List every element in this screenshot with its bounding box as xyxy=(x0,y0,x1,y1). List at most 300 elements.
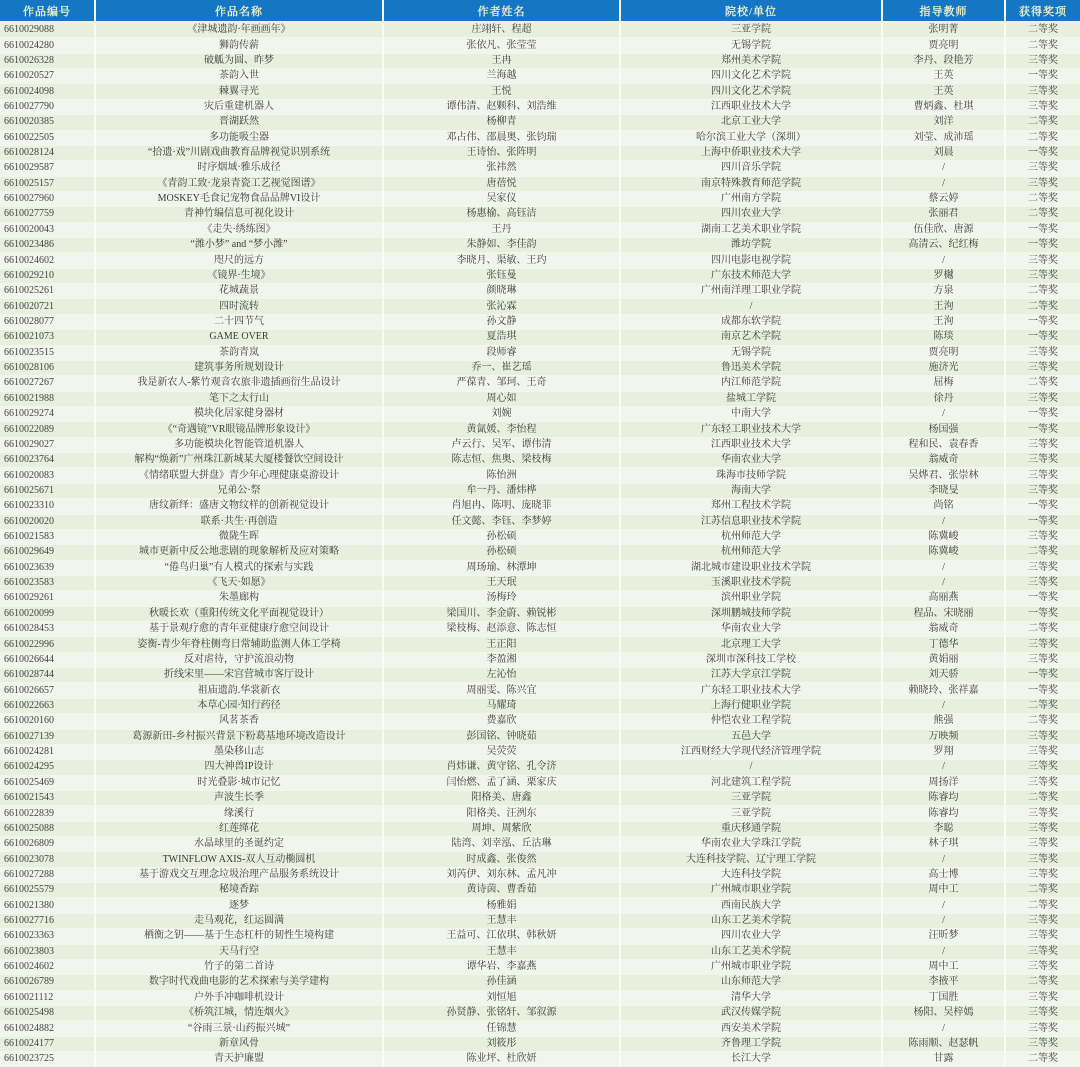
institution-cell: 山东工艺美术学院 xyxy=(620,913,882,928)
col-header-work-id: 作品编号 xyxy=(0,0,95,22)
work-id-cell: 6610022089 xyxy=(0,422,95,437)
award-cell: 二等奖 xyxy=(1005,299,1080,314)
work-id-cell: 6610029088 xyxy=(0,22,95,38)
work-id-cell: 6610021988 xyxy=(0,391,95,406)
table-row xyxy=(0,253,1080,268)
institution-cell: 上海中侨职业技术大学 xyxy=(620,145,882,160)
authors-cell: 夏浩琪 xyxy=(383,330,620,345)
advisor-cell: 贾亮明 xyxy=(882,38,1005,53)
work-id-cell: 6610023639 xyxy=(0,560,95,575)
work-id-cell: 6610024882 xyxy=(0,1021,95,1036)
work-id-cell: 6610029649 xyxy=(0,545,95,560)
table-row xyxy=(0,959,1080,974)
work-id-cell: 6610020020 xyxy=(0,514,95,529)
institution-cell: 四川农业大学 xyxy=(620,207,882,222)
work-title-cell: 《“奇遇镜”VR眼镜品牌形象设计》 xyxy=(95,422,383,437)
work-id-cell: 6610026657 xyxy=(0,683,95,698)
work-title-cell: MOSKEY毛食记宠物食品品牌VI设计 xyxy=(95,191,383,206)
institution-cell: 深圳鹏城技师学院 xyxy=(620,606,882,621)
work-title-cell: 葛源新田-乡村振兴背景下粉葛基地环境改造设计 xyxy=(95,729,383,744)
award-cell: 三等奖 xyxy=(1005,775,1080,790)
award-cell: 三等奖 xyxy=(1005,744,1080,759)
institution-cell: 郑州工程技术学院 xyxy=(620,499,882,514)
institution-cell: 山东师范大学 xyxy=(620,975,882,990)
work-id-cell: 6610027288 xyxy=(0,867,95,882)
authors-cell: 王天珉 xyxy=(383,575,620,590)
authors-cell: 王冉 xyxy=(383,53,620,68)
work-id-cell: 6610027139 xyxy=(0,729,95,744)
institution-cell: 华南农业大学 xyxy=(620,453,882,468)
authors-cell: 谭伟清、赵颗科、刘浩维 xyxy=(383,99,620,114)
award-cell: 一等奖 xyxy=(1005,514,1080,529)
institution-cell: 河北建筑工程学院 xyxy=(620,775,882,790)
table-row xyxy=(0,453,1080,468)
institution-cell: 武汉传媒学院 xyxy=(620,1006,882,1021)
table-row xyxy=(0,330,1080,345)
authors-cell: 杨柳青 xyxy=(383,115,620,130)
award-cell: 一等奖 xyxy=(1005,499,1080,514)
advisor-cell: 万映频 xyxy=(882,729,1005,744)
table-row xyxy=(0,837,1080,852)
work-id-cell: 6610023583 xyxy=(0,575,95,590)
header-row xyxy=(0,0,1080,22)
authors-cell: 肖旭冉、陈明、庞晓菲 xyxy=(383,499,620,514)
table-row xyxy=(0,222,1080,237)
table-row xyxy=(0,115,1080,130)
authors-cell: 唐蓓悦 xyxy=(383,176,620,191)
work-title-cell: 姿衡-青少年脊柱侧弯日常辅助监测人体工学椅 xyxy=(95,637,383,652)
advisor-cell: 李晓旻 xyxy=(882,483,1005,498)
table-row xyxy=(0,622,1080,637)
work-id-cell: 6610029587 xyxy=(0,161,95,176)
awards-table-header xyxy=(0,0,1080,22)
authors-cell: 李晓月、渠敏、王玓 xyxy=(383,253,620,268)
authors-cell: 卢云行、吴军、谭伟清 xyxy=(383,437,620,452)
advisor-cell: 罗翔 xyxy=(882,744,1005,759)
award-cell: 三等奖 xyxy=(1005,821,1080,836)
table-row xyxy=(0,529,1080,544)
table-row xyxy=(0,729,1080,744)
institution-cell: 西安美术学院 xyxy=(620,1021,882,1036)
institution-cell: 广东轻工职业技术大学 xyxy=(620,683,882,698)
authors-cell: 张依凡、张莹莹 xyxy=(383,38,620,53)
advisor-cell: / xyxy=(882,253,1005,268)
institution-cell: 内江师范学院 xyxy=(620,376,882,391)
authors-cell: 王正阳 xyxy=(383,637,620,652)
authors-cell: 汤梅玲 xyxy=(383,591,620,606)
advisor-cell: 张明菁 xyxy=(882,22,1005,38)
advisor-cell: 高丽燕 xyxy=(882,591,1005,606)
work-title-cell: “谷雨三景·山药振兴城” xyxy=(95,1021,383,1036)
advisor-cell: 汪昕梦 xyxy=(882,929,1005,944)
work-title-cell: 《桥筑江城，情连烟火》 xyxy=(95,1006,383,1021)
table-row xyxy=(0,360,1080,375)
table-row xyxy=(0,714,1080,729)
authors-cell: 周丽雯、陈兴宜 xyxy=(383,683,620,698)
table-row xyxy=(0,575,1080,590)
work-title-cell: 新章风骨 xyxy=(95,1036,383,1051)
work-id-cell: 6610024602 xyxy=(0,959,95,974)
work-id-cell: 6610028453 xyxy=(0,622,95,637)
advisor-cell: 刘洋 xyxy=(882,115,1005,130)
work-id-cell: 6610028744 xyxy=(0,668,95,683)
table-row xyxy=(0,560,1080,575)
advisor-cell: 罗樾 xyxy=(882,268,1005,283)
advisor-cell: 陈雨顺、赵瑟帆 xyxy=(882,1036,1005,1051)
authors-cell: 周心如 xyxy=(383,391,620,406)
work-title-cell: 破觚为圆、昨梦 xyxy=(95,53,383,68)
advisor-cell: / xyxy=(882,913,1005,928)
award-cell: 三等奖 xyxy=(1005,437,1080,452)
authors-cell: 孙松硕 xyxy=(383,545,620,560)
advisor-cell: 屈梅 xyxy=(882,376,1005,391)
institution-cell: 华南农业大学 xyxy=(620,622,882,637)
advisor-cell: 伍佳欣、唐源 xyxy=(882,222,1005,237)
table-row xyxy=(0,652,1080,667)
work-title-cell: 竹子的第二首诗 xyxy=(95,959,383,974)
award-cell: 三等奖 xyxy=(1005,453,1080,468)
work-title-cell: 祖庙遗韵.华裳新衣 xyxy=(95,683,383,698)
award-cell: 一等奖 xyxy=(1005,422,1080,437)
award-cell: 三等奖 xyxy=(1005,637,1080,652)
institution-cell: 深圳市深科技工学校 xyxy=(620,652,882,667)
table-row xyxy=(0,38,1080,53)
work-id-cell: 6610029261 xyxy=(0,591,95,606)
work-title-cell: 墨染移山志 xyxy=(95,744,383,759)
table-row xyxy=(0,591,1080,606)
authors-cell: 孙贤静、张铭轩、邹叙源 xyxy=(383,1006,620,1021)
authors-cell: 黄诗茵、曹香茹 xyxy=(383,883,620,898)
work-id-cell: 6610023486 xyxy=(0,238,95,253)
table-row xyxy=(0,821,1080,836)
table-row xyxy=(0,499,1080,514)
award-cell: 三等奖 xyxy=(1005,468,1080,483)
advisor-cell: 黄娟丽 xyxy=(882,652,1005,667)
award-cell: 二等奖 xyxy=(1005,975,1080,990)
table-row xyxy=(0,207,1080,222)
advisor-cell: 翁威奇 xyxy=(882,622,1005,637)
advisor-cell: 贾亮明 xyxy=(882,345,1005,360)
table-row xyxy=(0,883,1080,898)
advisor-cell: 翁威奇 xyxy=(882,453,1005,468)
advisor-cell: / xyxy=(882,560,1005,575)
work-id-cell: 6610025088 xyxy=(0,821,95,836)
work-id-cell: 6610021583 xyxy=(0,529,95,544)
work-id-cell: 6610029027 xyxy=(0,437,95,452)
award-cell: 三等奖 xyxy=(1005,345,1080,360)
work-title-cell: “潍小梦” and “梦小潍” xyxy=(95,238,383,253)
advisor-cell: 张丽君 xyxy=(882,207,1005,222)
institution-cell: 长江大学 xyxy=(620,1052,882,1067)
work-id-cell: 6610020527 xyxy=(0,69,95,84)
award-cell: 三等奖 xyxy=(1005,837,1080,852)
work-id-cell: 6610025579 xyxy=(0,883,95,898)
award-cell: 二等奖 xyxy=(1005,115,1080,130)
work-title-cell: 折线宋里——宋宫营城市客厅设计 xyxy=(95,668,383,683)
table-row xyxy=(0,22,1080,38)
authors-cell: 朱静如、李佳韵 xyxy=(383,238,620,253)
award-cell: 一等奖 xyxy=(1005,145,1080,160)
authors-cell: 乔一、崔艺瑶 xyxy=(383,360,620,375)
advisor-cell: 李聪 xyxy=(882,821,1005,836)
award-cell: 一等奖 xyxy=(1005,330,1080,345)
work-title-cell: 青天护廉盟 xyxy=(95,1052,383,1067)
award-cell: 二等奖 xyxy=(1005,376,1080,391)
work-title-cell: 《走失·绣练图》 xyxy=(95,222,383,237)
award-cell: 三等奖 xyxy=(1005,1021,1080,1036)
award-cell: 三等奖 xyxy=(1005,929,1080,944)
advisor-cell: 周中工 xyxy=(882,883,1005,898)
table-row xyxy=(0,637,1080,652)
advisor-cell: 徐丹 xyxy=(882,391,1005,406)
institution-cell: 南京艺术学院 xyxy=(620,330,882,345)
work-title-cell: 四时流转 xyxy=(95,299,383,314)
work-title-cell: 红莲缂花 xyxy=(95,821,383,836)
work-title-cell: 缘溪行 xyxy=(95,806,383,821)
table-row xyxy=(0,376,1080,391)
advisor-cell: 方泉 xyxy=(882,284,1005,299)
institution-cell: 江苏大学京江学院 xyxy=(620,668,882,683)
authors-cell: 王丹 xyxy=(383,222,620,237)
col-header-work-title: 作品名称 xyxy=(95,0,383,22)
work-title-cell: 水晶球里的圣诞约定 xyxy=(95,837,383,852)
work-id-cell: 6610020083 xyxy=(0,468,95,483)
award-cell: 一等奖 xyxy=(1005,683,1080,698)
award-cell: 二等奖 xyxy=(1005,883,1080,898)
authors-cell: 孙松硕 xyxy=(383,529,620,544)
authors-cell: 周玚瑜、林潭坤 xyxy=(383,560,620,575)
advisor-cell: 陈睿均 xyxy=(882,790,1005,805)
advisor-cell: / xyxy=(882,898,1005,913)
award-cell: 一等奖 xyxy=(1005,606,1080,621)
work-title-cell: 我是新农人-紫竹观音农旅非遗插画衍生品设计 xyxy=(95,376,383,391)
advisor-cell: 周中工 xyxy=(882,959,1005,974)
authors-cell: 王慧丰 xyxy=(383,913,620,928)
advisor-cell: 蔡云婷 xyxy=(882,191,1005,206)
work-title-cell: 微陇生晖 xyxy=(95,529,383,544)
table-row xyxy=(0,1006,1080,1021)
work-title-cell: TWINFLOW AXIS-双人互动椭圆机 xyxy=(95,852,383,867)
col-header-authors: 作者姓名 xyxy=(383,0,620,22)
table-row xyxy=(0,69,1080,84)
award-cell: 一等奖 xyxy=(1005,406,1080,421)
institution-cell: 清华大学 xyxy=(620,990,882,1005)
work-id-cell: 6610026809 xyxy=(0,837,95,852)
advisor-cell: 赖晓玲、张祥嘉 xyxy=(882,683,1005,698)
work-title-cell: 秘境香踪 xyxy=(95,883,383,898)
advisor-cell: / xyxy=(882,176,1005,191)
advisor-cell: 甘露 xyxy=(882,1052,1005,1067)
table-row xyxy=(0,145,1080,160)
col-header-institution: 院校/单位 xyxy=(620,0,882,22)
table-row xyxy=(0,284,1080,299)
authors-cell: 刘筱彤 xyxy=(383,1036,620,1051)
col-header-award: 获得奖项 xyxy=(1005,0,1080,22)
institution-cell: 上海行健职业学院 xyxy=(620,698,882,713)
table-row xyxy=(0,422,1080,437)
institution-cell: 玉溪职业技术学院 xyxy=(620,575,882,590)
advisor-cell: 陈琰 xyxy=(882,330,1005,345)
authors-cell: 孙文静 xyxy=(383,314,620,329)
work-title-cell: 茶韵青岚 xyxy=(95,345,383,360)
award-cell: 三等奖 xyxy=(1005,560,1080,575)
work-title-cell: 风茗茶香 xyxy=(95,714,383,729)
advisor-cell: / xyxy=(882,852,1005,867)
work-id-cell: 6610020385 xyxy=(0,115,95,130)
advisor-cell: / xyxy=(882,760,1005,775)
institution-cell: 南京特殊教育师范学院 xyxy=(620,176,882,191)
advisor-cell: / xyxy=(882,1021,1005,1036)
work-id-cell: 6610023803 xyxy=(0,944,95,959)
work-title-cell: “倦鸟归巢”有人模式的探索与实践 xyxy=(95,560,383,575)
institution-cell: 杭州师范大学 xyxy=(620,545,882,560)
work-id-cell: 6610021112 xyxy=(0,990,95,1005)
award-cell: 三等奖 xyxy=(1005,652,1080,667)
table-row xyxy=(0,698,1080,713)
award-cell: 一等奖 xyxy=(1005,238,1080,253)
authors-cell: 杨惠榆、高钰洁 xyxy=(383,207,620,222)
authors-cell: 陆湾、刘幸泓、丘沽琳 xyxy=(383,837,620,852)
table-row xyxy=(0,483,1080,498)
work-id-cell: 6610023725 xyxy=(0,1052,95,1067)
table-row xyxy=(0,867,1080,882)
advisor-cell: 吴烨君、张崇林 xyxy=(882,468,1005,483)
table-row xyxy=(0,99,1080,114)
advisor-cell: 施济光 xyxy=(882,360,1005,375)
authors-cell: 庄翊轩、程超 xyxy=(383,22,620,38)
award-cell: 三等奖 xyxy=(1005,391,1080,406)
authors-cell: 孙佳涵 xyxy=(383,975,620,990)
work-title-cell: 户外手冲咖啡机设计 xyxy=(95,990,383,1005)
institution-cell: 三亚学院 xyxy=(620,22,882,38)
award-cell: 三等奖 xyxy=(1005,253,1080,268)
work-title-cell: 棘翼寻光 xyxy=(95,84,383,99)
work-title-cell: 天马行空 xyxy=(95,944,383,959)
institution-cell: 无锡学院 xyxy=(620,38,882,53)
work-id-cell: 6610025671 xyxy=(0,483,95,498)
work-id-cell: 6610021380 xyxy=(0,898,95,913)
work-title-cell: 灾后重建机器人 xyxy=(95,99,383,114)
table-row xyxy=(0,744,1080,759)
institution-cell: 鲁迅美术学院 xyxy=(620,360,882,375)
table-row xyxy=(0,545,1080,560)
advisor-cell: / xyxy=(882,161,1005,176)
work-title-cell: 声波生长季 xyxy=(95,790,383,805)
award-cell: 三等奖 xyxy=(1005,729,1080,744)
work-title-cell: 秋暖长欢（重阳传统文化平面视觉设计） xyxy=(95,606,383,621)
table-row xyxy=(0,606,1080,621)
work-title-cell: 二十四节气 xyxy=(95,314,383,329)
award-cell: 三等奖 xyxy=(1005,990,1080,1005)
institution-cell: 四川音乐学院 xyxy=(620,161,882,176)
institution-cell: 北京理工大学 xyxy=(620,637,882,652)
award-cell: 三等奖 xyxy=(1005,1036,1080,1051)
advisor-cell: 王英 xyxy=(882,84,1005,99)
advisor-cell: 李丹、段艳芳 xyxy=(882,53,1005,68)
table-row xyxy=(0,1021,1080,1036)
authors-cell: 严葆青、邹珂、王奇 xyxy=(383,376,620,391)
advisor-cell: 丁国胜 xyxy=(882,990,1005,1005)
work-id-cell: 6610027267 xyxy=(0,376,95,391)
work-id-cell: 6610022505 xyxy=(0,130,95,145)
institution-cell: 中南大学 xyxy=(620,406,882,421)
authors-cell: 梁枝梅、赵添意、陈志恒 xyxy=(383,622,620,637)
work-id-cell: 6610022839 xyxy=(0,806,95,821)
award-cell: 二等奖 xyxy=(1005,545,1080,560)
institution-cell: 广州城市职业学院 xyxy=(620,959,882,974)
advisor-cell: 程和民、袁春香 xyxy=(882,437,1005,452)
work-id-cell: 6610025157 xyxy=(0,176,95,191)
authors-cell: 段师睿 xyxy=(383,345,620,360)
work-title-cell: 《镜界·生境》 xyxy=(95,268,383,283)
work-id-cell: 6610025261 xyxy=(0,284,95,299)
authors-cell: 张钰曼 xyxy=(383,268,620,283)
work-id-cell: 6610027716 xyxy=(0,913,95,928)
advisor-cell: 熊强 xyxy=(882,714,1005,729)
work-title-cell: 花城蔬景 xyxy=(95,284,383,299)
authors-cell: 彭国铭、钟晓茹 xyxy=(383,729,620,744)
work-id-cell: 6610021543 xyxy=(0,790,95,805)
institution-cell: 三亚学院 xyxy=(620,790,882,805)
table-row xyxy=(0,990,1080,1005)
authors-cell: 杨雅娟 xyxy=(383,898,620,913)
advisor-cell: 王洵 xyxy=(882,314,1005,329)
institution-cell: 无锡学院 xyxy=(620,345,882,360)
institution-cell: 江西财经大学现代经济管理学院 xyxy=(620,744,882,759)
authors-cell: 吴荧荧 xyxy=(383,744,620,759)
award-cell: 三等奖 xyxy=(1005,268,1080,283)
award-cell: 一等奖 xyxy=(1005,591,1080,606)
work-title-cell: 《飞天·如愿》 xyxy=(95,575,383,590)
work-title-cell: 解构“焕新”广州珠江新城某大厦楼餐饮空间设计 xyxy=(95,453,383,468)
table-row xyxy=(0,668,1080,683)
table-row xyxy=(0,406,1080,421)
award-cell: 三等奖 xyxy=(1005,913,1080,928)
work-id-cell: 6610026789 xyxy=(0,975,95,990)
advisor-cell: 刘天骄 xyxy=(882,668,1005,683)
institution-cell: 华南农业大学珠江学院 xyxy=(620,837,882,852)
work-id-cell: 6610020099 xyxy=(0,606,95,621)
award-cell: 三等奖 xyxy=(1005,84,1080,99)
authors-cell: 刘芮伊、刘东林、孟凡冲 xyxy=(383,867,620,882)
advisor-cell: / xyxy=(882,514,1005,529)
table-row xyxy=(0,345,1080,360)
authors-cell: 费嘉欣 xyxy=(383,714,620,729)
authors-cell: 陈怡洲 xyxy=(383,468,620,483)
award-cell: 三等奖 xyxy=(1005,176,1080,191)
work-id-cell: 6610020043 xyxy=(0,222,95,237)
table-row xyxy=(0,176,1080,191)
award-cell: 三等奖 xyxy=(1005,1006,1080,1021)
institution-cell: 湖南工艺美术职业学院 xyxy=(620,222,882,237)
work-id-cell: 6610029274 xyxy=(0,406,95,421)
table-row xyxy=(0,760,1080,775)
authors-cell: 阳格美、汪洌东 xyxy=(383,806,620,821)
table-row xyxy=(0,1052,1080,1067)
work-title-cell: 《情绪联盟大拼盘》青少年心理健康桌游设计 xyxy=(95,468,383,483)
advisor-cell: 高清云、纪红梅 xyxy=(882,238,1005,253)
work-title-cell: 多功能模块化智能管道机器人 xyxy=(95,437,383,452)
work-id-cell: 6610021073 xyxy=(0,330,95,345)
work-title-cell: 栖衡之钥——基于生态杠杆的韧性生境构建 xyxy=(95,929,383,944)
work-id-cell: 6610020721 xyxy=(0,299,95,314)
work-title-cell: GAME OVER xyxy=(95,330,383,345)
authors-cell: 李盈湘 xyxy=(383,652,620,667)
table-row xyxy=(0,191,1080,206)
institution-cell: 广东技术师范大学 xyxy=(620,268,882,283)
authors-cell: 牟一丹、潘炜桦 xyxy=(383,483,620,498)
institution-cell: 广州城市职业学院 xyxy=(620,883,882,898)
